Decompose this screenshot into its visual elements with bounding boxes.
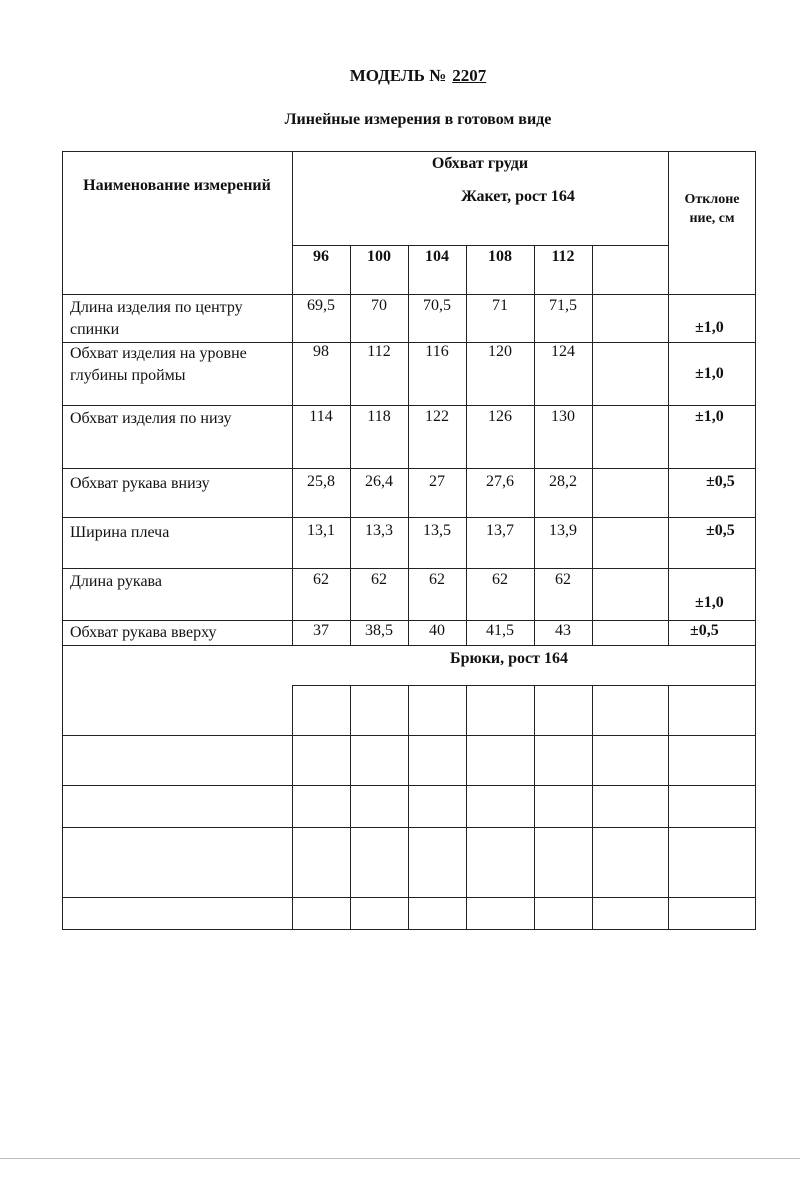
table-rule	[62, 929, 756, 930]
table-rule	[62, 405, 756, 406]
value-cell: 27	[429, 473, 445, 490]
trousers-header: Брюки, рост 164	[450, 650, 568, 667]
row-label: Обхват рукава вверху	[70, 624, 217, 641]
size-header-100: 100	[367, 248, 391, 265]
table-rule	[668, 685, 669, 929]
deviation-header: Отклоне ние, см	[684, 192, 740, 226]
table-rule	[350, 685, 351, 929]
jacket-header: Жакет, рост 164	[461, 188, 575, 205]
size-header-96: 96	[313, 248, 329, 265]
model-number: 2207	[452, 66, 487, 85]
table-rule	[62, 620, 756, 621]
value-cell: 26,4	[365, 473, 393, 490]
table-rule	[534, 245, 535, 645]
table-rule	[62, 645, 756, 646]
bust-header: Обхват груди	[431, 155, 529, 172]
table-rule	[62, 294, 756, 295]
table-rule	[62, 827, 756, 828]
row-label: Длина изделия по центру спинки	[70, 299, 243, 338]
value-cell: 13,7	[486, 522, 514, 539]
value-cell: 69,5	[307, 297, 335, 314]
table-rule	[62, 342, 756, 343]
table-rule	[466, 685, 467, 929]
value-cell: 122	[425, 408, 449, 425]
value-cell: 25,8	[307, 473, 335, 490]
document-title	[0, 66, 800, 86]
table-rule	[62, 897, 756, 898]
value-cell: 116	[425, 343, 449, 360]
table-rule	[592, 245, 593, 645]
deviation-value: ±1,0	[695, 319, 724, 336]
table-rule	[62, 568, 756, 569]
value-cell: 62	[313, 571, 329, 588]
table-rule	[292, 151, 293, 645]
row-label: Обхват изделия по низу	[70, 410, 232, 427]
value-cell: 38,5	[365, 622, 393, 639]
value-cell: 13,9	[549, 522, 577, 539]
size-header-108: 108	[488, 248, 512, 265]
row-label: Ширина плеча	[70, 524, 170, 541]
table-rule	[292, 245, 669, 246]
value-cell: 126	[488, 408, 512, 425]
table-rule	[62, 468, 756, 469]
deviation-value: ±0,5	[690, 622, 719, 639]
value-cell: 62	[555, 571, 571, 588]
value-cell: 13,3	[365, 522, 393, 539]
value-cell: 62	[429, 571, 445, 588]
model-label: МОДЕЛЬ №	[349, 66, 447, 85]
value-cell: 124	[551, 343, 575, 360]
deviation-value: ±1,0	[695, 408, 724, 425]
row-label: Обхват рукава внизу	[70, 475, 210, 492]
value-cell: 118	[367, 408, 391, 425]
table-rule	[534, 685, 535, 929]
table-rule	[755, 151, 756, 929]
deviation-value: ±0,5	[706, 473, 735, 490]
value-cell: 43	[555, 622, 571, 639]
deviation-value: ±0,5	[706, 522, 735, 539]
row-label: Длина рукава	[70, 573, 162, 590]
row-label: Обхват изделия на уровне глубины проймы	[70, 345, 247, 384]
page-divider	[0, 1158, 800, 1159]
table-rule	[62, 785, 756, 786]
table-rule	[62, 735, 756, 736]
value-cell: 37	[313, 622, 329, 639]
value-cell: 13,1	[307, 522, 335, 539]
document-subtitle: Линейные измерения в готовом виде	[284, 111, 552, 128]
value-cell: 98	[313, 343, 329, 360]
value-cell: 27,6	[486, 473, 514, 490]
table-rule	[62, 151, 63, 929]
value-cell: 71	[492, 297, 508, 314]
deviation-value: ±1,0	[695, 594, 724, 611]
size-header-104: 104	[425, 248, 449, 265]
table-rule	[292, 685, 293, 929]
table-rule	[466, 245, 467, 645]
size-header-112: 112	[551, 248, 575, 265]
value-cell: 13,5	[423, 522, 451, 539]
value-cell: 28,2	[549, 473, 577, 490]
value-cell: 62	[371, 571, 387, 588]
value-cell: 70	[371, 297, 387, 314]
value-cell: 62	[492, 571, 508, 588]
deviation-value: ±1,0	[695, 365, 724, 382]
value-cell: 120	[488, 343, 512, 360]
table-rule	[668, 151, 669, 645]
table-rule	[592, 685, 593, 929]
table-rule	[408, 685, 409, 929]
value-cell: 114	[309, 408, 333, 425]
table-rule	[350, 245, 351, 645]
value-cell: 41,5	[486, 622, 514, 639]
table-rule	[292, 685, 756, 686]
column-header-name: Наименование измерений	[83, 177, 271, 194]
value-cell: 71,5	[549, 297, 577, 314]
value-cell: 112	[367, 343, 391, 360]
value-cell: 130	[551, 408, 575, 425]
value-cell: 70,5	[423, 297, 451, 314]
table-rule	[62, 517, 756, 518]
table-rule	[62, 151, 756, 152]
table-rule	[408, 245, 409, 645]
value-cell: 40	[429, 622, 445, 639]
